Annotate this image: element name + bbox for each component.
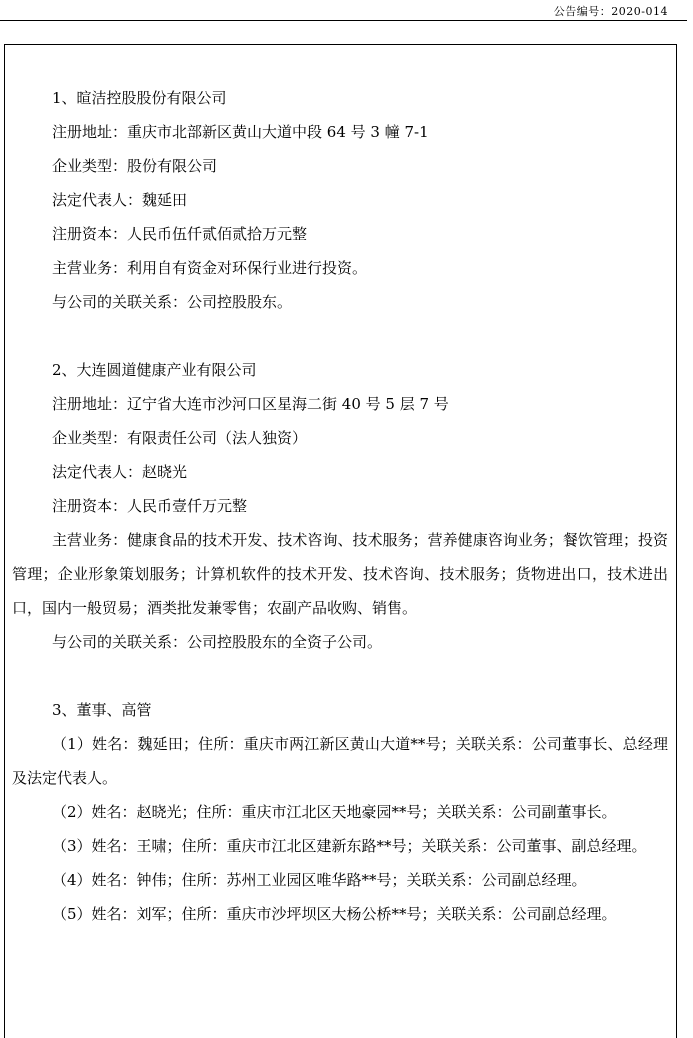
person-item: （5）姓名：刘军；住所：重庆市沙坪坝区大杨公桥**号；关联关系：公司副总经理。 <box>52 905 617 923</box>
company1-address: 注册地址：重庆市北部新区黄山大道中段 64 号 3 幢 7-1 <box>52 123 429 141</box>
person-item: （4）姓名：钟伟；住所：苏州工业园区唯华路**号；关联关系：公司副总经理。 <box>52 871 587 889</box>
company2-relation: 与公司的关联关系：公司控股股东的全资子公司。 <box>52 633 383 651</box>
company2-title: 2、大连圆道健康产业有限公司 <box>52 361 257 379</box>
notice-number: 公告编号：2020-014 <box>553 5 668 18</box>
section3-title: 3、董事、高管 <box>52 701 152 719</box>
company1-business: 主营业务：利用自有资金对环保行业进行投资。 <box>52 259 368 277</box>
person-item: （3）姓名：王啸；住所：重庆市江北区建新东路**号；关联关系：公司董事、副总经理。 <box>52 837 647 855</box>
section-gap <box>12 319 668 353</box>
company2-address: 注册地址：辽宁省大连市沙河口区星海二街 40 号 5 层 7 号 <box>52 395 449 413</box>
company2-business: 主营业务：健康食品的技术开发、技术咨询、技术服务；营养健康咨询业务；餐饮管理；投资管理；企业形象策划服务；计算机软件的技术开发、技术咨询、技术服务；货物进出口，技术进出口，国内一般贸易；酒类批发兼零售；农副产品收购、销售。 <box>12 531 668 617</box>
company2-legal-rep: 法定代表人：赵晓光 <box>52 463 188 481</box>
company1-relation: 与公司的关联关系：公司控股股东。 <box>52 293 293 311</box>
company1-type: 企业类型：股份有限公司 <box>52 157 218 175</box>
company1-legal-rep: 法定代表人：魏延田 <box>52 191 188 209</box>
person-item: （1）姓名：魏延田；住所：重庆市两江新区黄山大道**号；关联关系：公司董事长、总经理及法定代表人。 <box>12 735 668 787</box>
person-item: （2）姓名：赵晓光；住所：重庆市江北区天地豪园**号；关联关系：公司副董事长。 <box>52 803 617 821</box>
document-body <box>12 81 668 931</box>
section-gap <box>12 659 668 693</box>
company2-type: 企业类型：有限责任公司（法人独资） <box>52 429 308 447</box>
company2-capital: 注册资本：人民币壹仟万元整 <box>52 497 248 515</box>
company1-capital: 注册资本：人民币伍仟贰佰贰拾万元整 <box>52 225 308 243</box>
header-divider <box>0 20 687 21</box>
company1-title: 1、暄洁控股股份有限公司 <box>52 89 227 107</box>
